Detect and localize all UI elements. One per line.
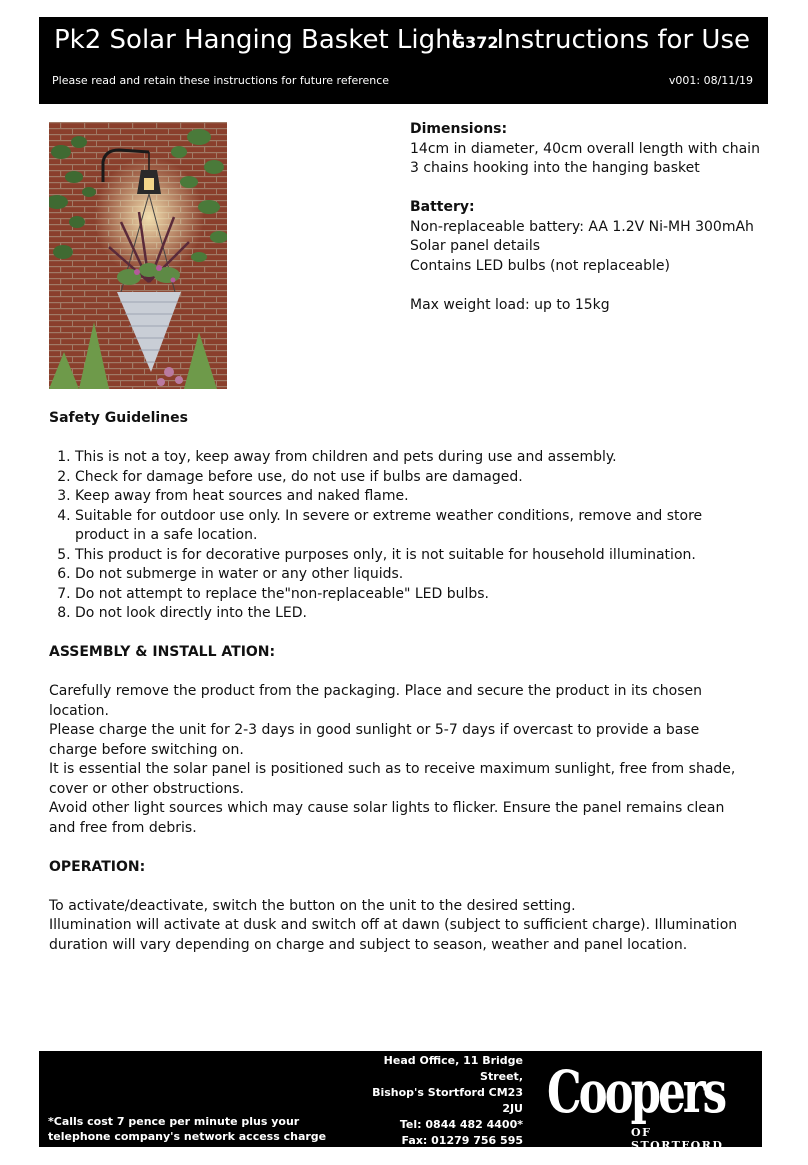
header-subtitle: Please read and retain these instructions for future reference xyxy=(52,74,390,87)
product-photo xyxy=(49,122,227,389)
safety-item: 6. Do not submerge in water or any other liquids. xyxy=(75,565,749,585)
safety-item: 5. This product is for decorative purposes only, it is not suitable for household illumination. xyxy=(75,546,749,566)
product-title: Pk2 Solar Hanging Basket Light xyxy=(54,25,462,55)
max-weight: Max weight load: up to 15kg xyxy=(410,296,610,313)
call-cost-line: telephone company's network access charge xyxy=(48,1129,327,1143)
address-line: Bishop's Stortford CM23 2JU xyxy=(372,1086,523,1115)
safety-item: 8. Do not look directly into the LED. xyxy=(75,604,749,624)
safety-item: 7. Do not attempt to replace the"non-replaceable" LED bulbs. xyxy=(75,585,749,605)
battery-line: Non-replaceable battery: AA 1.2V Ni-MH 300mAh xyxy=(410,218,754,235)
coopers-logo xyxy=(547,1057,747,1152)
dimensions-label: Dimensions: xyxy=(410,121,508,137)
logo-wordmark: Coopers xyxy=(547,1058,725,1126)
logo-subtitle: OF STORTFORD xyxy=(631,1126,724,1152)
footer-banner xyxy=(39,1051,762,1163)
instructions-heading: Instructions for Use xyxy=(496,25,750,55)
safety-item: 3. Keep away from heat sources and naked flame. xyxy=(75,487,749,507)
assembly-paragraph: Please charge the unit for 2-3 days in good sunlight or 5-7 days if overcast to provide a base charge before switching on. xyxy=(49,722,700,758)
website: www.coopersofstortford.co.uk xyxy=(349,1150,538,1163)
safety-item: 2. Check for damage before use, do not use if bulbs are damaged. xyxy=(75,468,749,488)
safety-item: 1. This is not a toy, keep away from children and pets during use and assembly. xyxy=(75,448,749,468)
operation-paragraph: Illumination will activate at dusk and switch off at dawn (subject to sufficient charge). Illumination duration will vary depending on charge and subject to season, weather and panel location. xyxy=(49,917,738,953)
header-banner xyxy=(39,17,768,104)
address-line: Head Office, 11 Bridge Street, xyxy=(383,1054,523,1083)
operation-paragraph: To activate/deactivate, switch the button on the unit to the desired setting. xyxy=(49,897,576,914)
call-cost-note xyxy=(48,1115,326,1144)
safety-list xyxy=(49,448,749,624)
product-code: G372 xyxy=(452,33,499,52)
battery-label: Battery: xyxy=(410,199,475,215)
version-date: v001: 08/11/19 xyxy=(668,74,753,87)
product-specifications xyxy=(410,120,770,315)
safety-item: 4. Suitable for outdoor use only. In severe or extreme weather conditions, remove and store product in a safe location. xyxy=(75,507,749,546)
operation-title: OPERATION: xyxy=(49,858,146,875)
assembly-title: ASSEMBLY & INSTALL ATION: xyxy=(49,644,276,660)
telephone: Tel: 0844 482 4400* xyxy=(399,1118,523,1131)
assembly-paragraph: Avoid other light sources which may cause solar lights to flicker. Ensure the panel remains clean and free from debris. xyxy=(49,800,725,836)
head-office-address xyxy=(349,1053,538,1165)
assembly-paragraph: It is essential the solar panel is positioned such as to receive maximum sunlight, free from shade, cover or other obstructions. xyxy=(49,761,736,797)
fax: Fax: 01279 756 595 xyxy=(401,1134,523,1147)
dimensions-line: 3 chains hooking into the hanging basket xyxy=(410,160,700,176)
battery-line: Solar panel details xyxy=(410,238,541,254)
battery-line: Contains LED bulbs (not replaceable) xyxy=(410,257,670,274)
safety-title: Safety Guidelines xyxy=(49,410,188,426)
dimensions-line: 14cm in diameter, 40cm overall length with chain xyxy=(410,140,760,157)
call-cost-line: *Calls cost 7 pence per minute plus your xyxy=(48,1115,300,1128)
instructions-body xyxy=(49,409,749,955)
assembly-paragraph: Carefully remove the product from the packaging. Place and secure the product in its chosen location. xyxy=(49,683,702,719)
